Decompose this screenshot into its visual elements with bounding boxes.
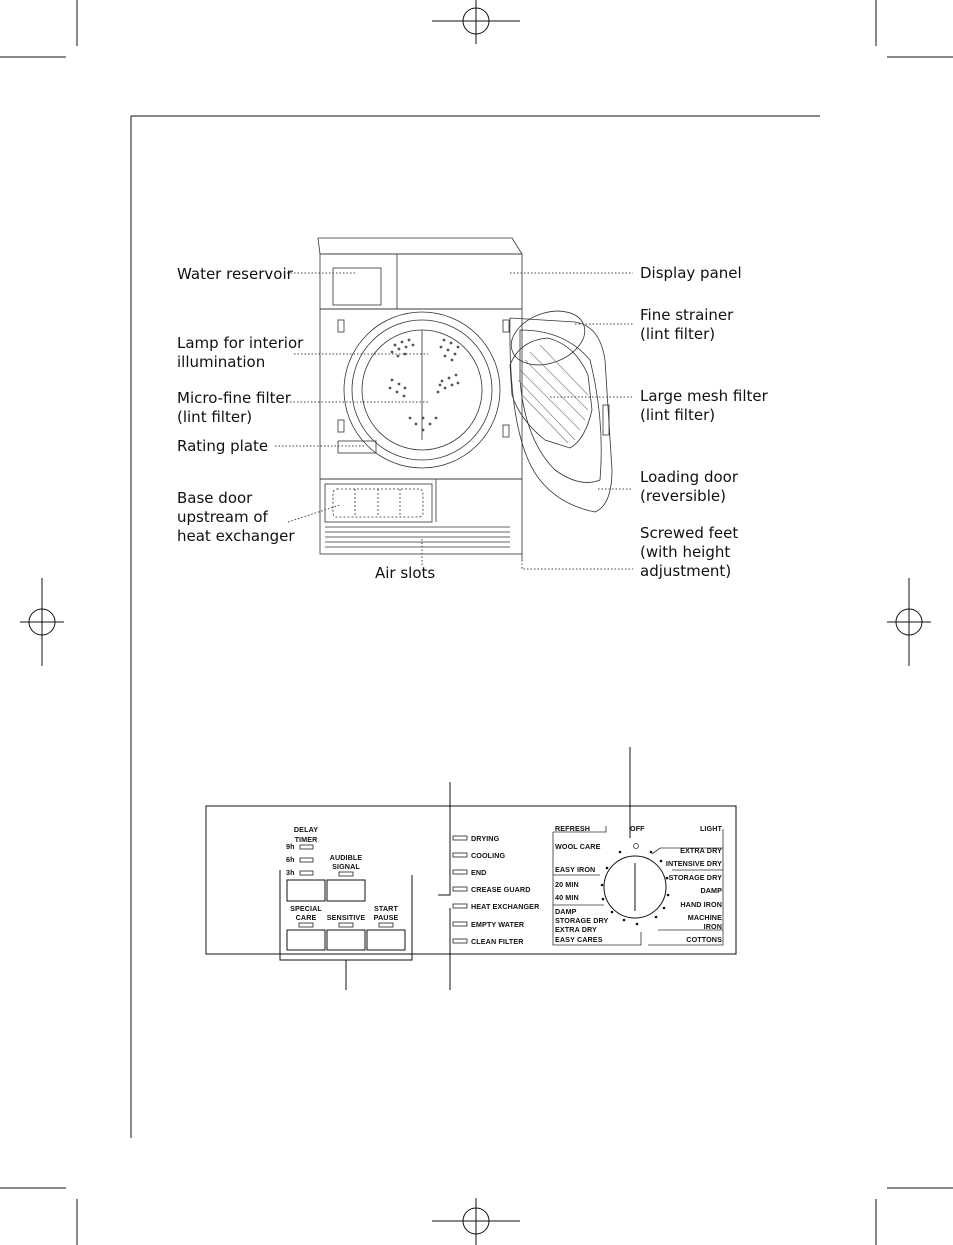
audible-signal-button[interactable] xyxy=(327,880,365,901)
label-base-door-line1: Base door xyxy=(177,489,253,507)
registration-mark-left xyxy=(20,578,64,666)
label-loading-door-line2: (reversible) xyxy=(640,487,726,505)
dial-machine-iron-2: IRON xyxy=(703,922,722,931)
indicator-end: END xyxy=(471,868,487,877)
dial-machine-iron-1: MACHINE xyxy=(687,913,722,922)
label-fine-strainer-line2: (lint filter) xyxy=(640,325,716,343)
indicator-crease-guard: CREASE GUARD xyxy=(471,885,531,894)
dryer-top xyxy=(318,238,522,254)
special-care-button[interactable] xyxy=(287,930,325,950)
indicator-led xyxy=(453,922,467,926)
water-reservoir-drawer xyxy=(333,268,381,305)
dial-off: OFF xyxy=(630,824,645,833)
registration-mark-right xyxy=(887,578,931,666)
label-base-door-line3: heat exchanger xyxy=(177,527,295,545)
delay-6h-label: 6h xyxy=(286,855,295,864)
dial-easy-iron: EASY IRON xyxy=(555,865,596,874)
base-door xyxy=(325,484,432,522)
label-microfine-line1: Micro-fine filter xyxy=(177,389,291,407)
dial-damp-right: DAMP xyxy=(700,886,722,895)
audible-signal-label-1: AUDIBLE xyxy=(329,853,363,862)
label-lamp-line2: illumination xyxy=(177,353,266,371)
delay-timer-label-1: DELAY xyxy=(293,825,319,834)
indicator-led xyxy=(453,904,467,908)
loading-door-outer xyxy=(510,318,612,512)
dial-extra-dry-right: EXTRA DRY xyxy=(680,846,722,855)
sensitive-button[interactable] xyxy=(327,930,365,950)
indicator-led xyxy=(453,939,467,943)
air-slots xyxy=(325,527,510,547)
label-air-slots: Air slots xyxy=(375,564,436,582)
label-loading-door-line1: Loading door xyxy=(640,468,738,486)
dryer-top-panel xyxy=(320,254,522,309)
indicator-led xyxy=(453,887,467,891)
delay-timer-button[interactable] xyxy=(287,880,325,901)
dial-light: LIGHT xyxy=(699,824,722,833)
indicator-led xyxy=(453,853,467,857)
indicator-drying: DRYING xyxy=(471,834,500,843)
dial-refresh: REFRESH xyxy=(555,824,591,833)
special-care-label-1: SPECIAL xyxy=(290,904,322,913)
dial-wool-care: WOOL CARE xyxy=(555,842,601,851)
delay-3h-led xyxy=(300,871,313,875)
dial-storage-dry-left: STORAGE DRY xyxy=(555,916,609,925)
status-indicators xyxy=(453,834,540,946)
delay-9h-led xyxy=(300,845,313,849)
label-screwed-feet-line2: (with height xyxy=(640,543,731,561)
label-water-reservoir: Water reservoir xyxy=(177,265,293,283)
label-lamp-line1: Lamp for interior xyxy=(177,334,304,352)
special-care-led xyxy=(299,923,313,927)
dial-40-min: 40 MIN xyxy=(555,893,579,902)
dial-easy-cares: EASY CARES xyxy=(555,935,603,944)
label-rating-plate: Rating plate xyxy=(177,437,269,455)
delay-9h-label: 9h xyxy=(286,842,295,851)
label-fine-strainer-line1: Fine strainer xyxy=(640,306,734,324)
label-microfine-line2: (lint filter) xyxy=(177,408,253,426)
registration-mark-top xyxy=(432,0,520,44)
drum-perforations xyxy=(389,339,460,432)
dryer-illustration xyxy=(318,238,612,560)
dial-intensive-dry: INTENSIVE DRY xyxy=(665,859,722,868)
dial-cottons: COTTONS xyxy=(686,935,722,944)
callout-indicators-top xyxy=(438,782,450,895)
start-pause-button[interactable] xyxy=(367,930,405,950)
control-panel-frame xyxy=(206,806,736,954)
indicator-clean-filter: CLEAN FILTER xyxy=(471,937,524,946)
label-large-mesh-line1: Large mesh filter xyxy=(640,387,768,405)
leader-lines xyxy=(275,273,633,569)
label-screwed-feet-line3: adjustment) xyxy=(640,562,732,580)
start-pause-label-1: START xyxy=(374,904,398,913)
sensitive-label: SENSITIVE xyxy=(326,913,366,922)
start-pause-led xyxy=(379,923,393,927)
rating-plate xyxy=(338,441,376,453)
dryer-labels xyxy=(177,264,769,582)
label-screwed-feet-line1: Screwed feet xyxy=(640,524,739,542)
label-large-mesh-line2: (lint filter) xyxy=(640,406,716,424)
indicator-cooling: COOLING xyxy=(471,851,506,860)
program-dial-section xyxy=(553,824,723,945)
indicator-led xyxy=(453,870,467,874)
control-panel xyxy=(206,747,736,990)
dial-damp-left: DAMP xyxy=(555,907,577,916)
audible-signal-label-2: SIGNAL xyxy=(332,862,360,871)
dial-storage-dry-right: STORAGE DRY xyxy=(668,873,722,882)
audible-signal-led xyxy=(339,872,353,876)
delay-6h-led xyxy=(300,858,313,862)
delay-3h-label: 3h xyxy=(286,868,295,877)
label-base-door-line2: upstream of xyxy=(177,508,268,526)
indicator-led xyxy=(453,836,467,840)
loading-door-glass xyxy=(520,330,601,482)
registration-mark-bottom xyxy=(432,1198,520,1245)
sensitive-led xyxy=(339,923,353,927)
start-pause-label-2: PAUSE xyxy=(373,913,399,922)
indicator-empty-water: EMPTY WATER xyxy=(471,920,525,929)
dial-20-min: 20 MIN xyxy=(555,880,579,889)
delay-timer-label-2: TIMER xyxy=(294,835,318,844)
dial-extra-dry-left: EXTRA DRY xyxy=(555,925,597,934)
special-care-label-2: CARE xyxy=(295,913,317,922)
indicator-heat-exchanger: HEAT EXCHANGER xyxy=(471,902,540,911)
dial-light-indicator xyxy=(634,844,639,849)
label-display-panel: Display panel xyxy=(640,264,742,282)
dial-hand-iron: HAND IRON xyxy=(680,900,722,909)
